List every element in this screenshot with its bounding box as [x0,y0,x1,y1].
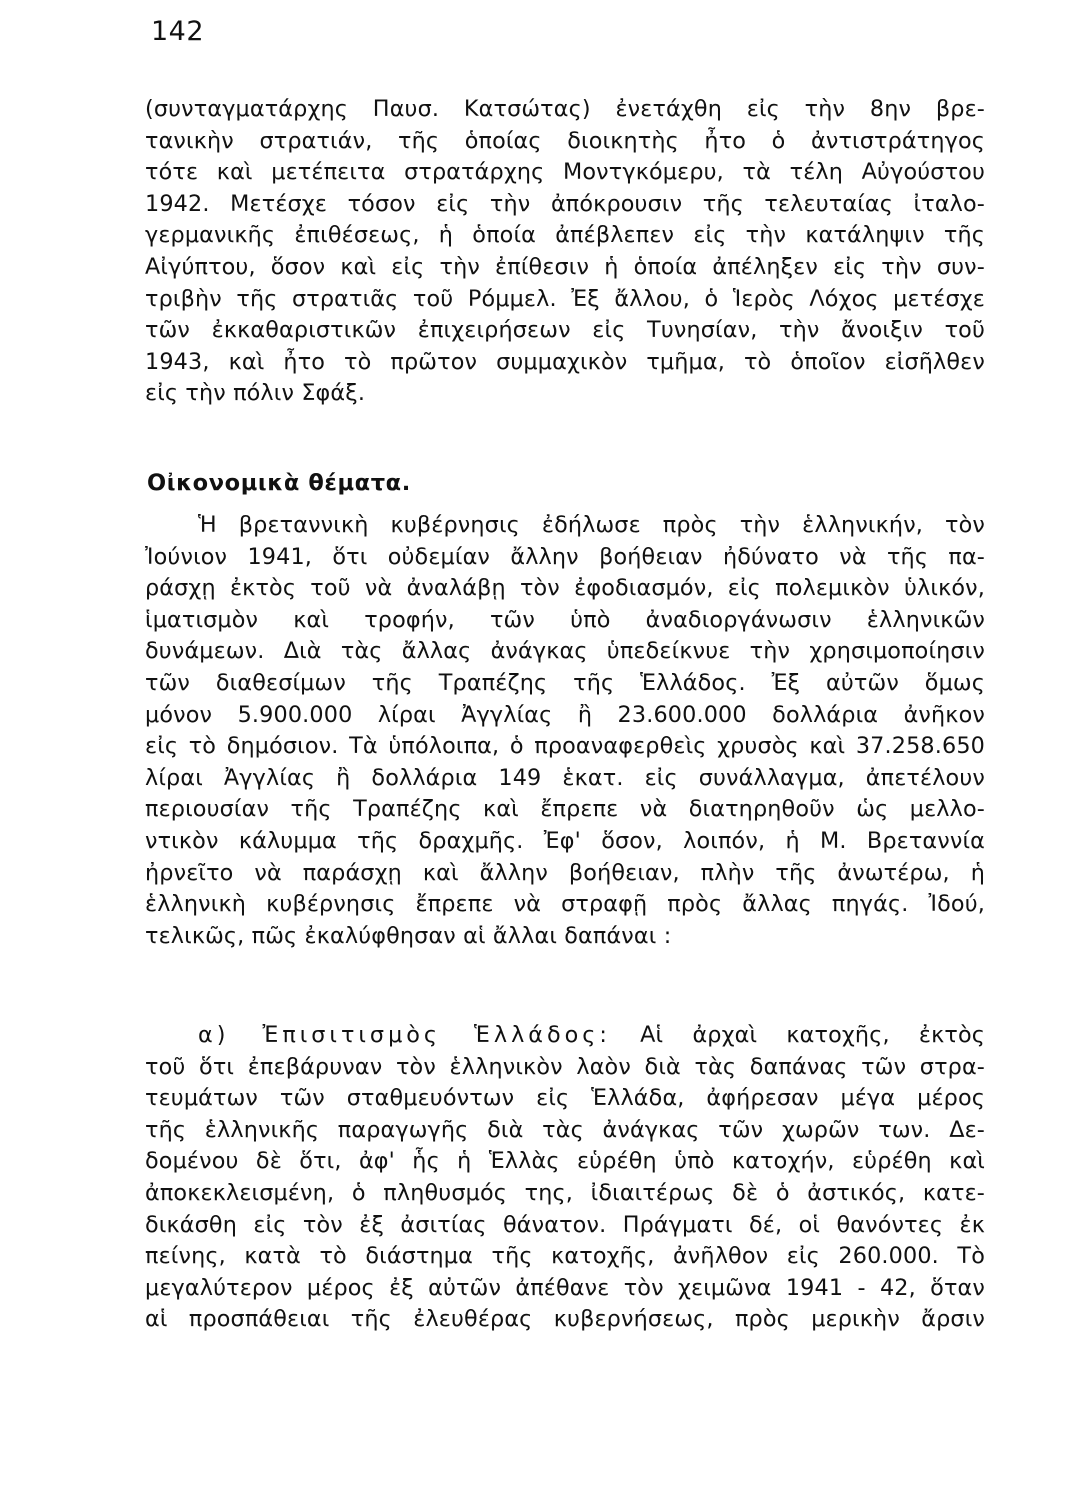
text-line: δικάσθη εἰς τὸν ἐξ ἀσιτίας θάνατον. Πράγματι δέ, οἱ θανόντες ἐκ [145,1211,985,1238]
text-line: λίραι Ἀγγλίας ἢ δολλάρια 149 ἑκατ. εἰς συνάλλαγμα, ἀπετέλουν [145,764,985,791]
text-line: πείνης, κατὰ τὸ διάστημα τῆς κατοχῆς, ἀνῆλθον εἰς 260.000. Τὸ [145,1243,985,1270]
text-line: τευμάτων τῶν σταθμευόντων εἰς Ἑλλάδα, ἀφήρεσαν μέγα μέρος [145,1085,985,1112]
text-line: τοῦ ὅτι ἐπεβάρυναν τὸν ἑλληνικὸν λαὸν διὰ τὰς δαπάνας τῶν στρα- [145,1053,985,1080]
text-line: τότε καὶ μετέπειτα στρατάρχης Μοντγκόμερυ, τὰ τέλη Αὐγούστου [145,159,985,186]
text-line [145,1020,985,1052]
text-line: Ἡ βρεταννικὴ κυβέρνησις ἐδήλωσε πρὸς τὴν ἑλληνικήν, τὸν [198,512,985,538]
text-line: τῶν διαθεσίμων τῆς Τραπέζης τῆς Ἑλλάδος. Ἐξ αὐτῶν ὅμως [145,669,985,696]
text-line: ἀποκεκλεισμένη, ὁ πληθυσμός της, ἰδιαιτέρως δὲ ὁ ἀστικός, κατε- [145,1179,985,1206]
text-line: μόνον 5.900.000 λίραι Ἀγγλίας ἢ 23.600.000 δολλάρια ἀνῆκον [145,701,985,728]
text-line: ἱματισμὸν καὶ τροφήν, τῶν ὑπὸ ἀναδιοργάνωσιν ἑλληνικῶν [145,606,985,633]
section-heading: Οἰκονομικὰ θέματα. [147,470,411,496]
text-line: εἰς τὴν πόλιν Σφάξ. [145,380,366,407]
text-line: εἰς τὸ δημόσιον. Τὰ ὑπόλοιπα, ὁ προαναφερθεὶς χρυσὸς καὶ 37.258.650 [145,733,985,760]
text-line: ἑλληνικὴ κυβέρνησις ἔπρεπε νὰ στραφῇ πρὸς ἄλλας πηγάς. Ἰδού, [145,891,985,918]
paragraph-3 [145,1020,985,1336]
text-line: τριβὴν τῆς στρατιᾶς τοῦ Ρόμμελ. Ἐξ ἄλλου, ὁ Ἱερὸς Λόχος μετέσχε [145,285,985,312]
text-line: 1942. Μετέσχε τόσον εἰς τὴν ἀπόκρουσιν τῆς τελευταίας ἰταλο- [145,190,985,217]
text-line: Ἰούνιον 1941, ὅτι οὐδεμίαν ἄλλην βοήθειαν ἠδύνατο νὰ τῆς πα- [145,543,985,570]
text-line: τανικὴν στρατιάν, τῆς ὁποίας διοικητὴς ἦτο ὁ ἀντιστράτηγος [145,127,985,154]
text-line: ντικὸν κάλυμμα τῆς δραχμῆς. Ἐφ' ὅσον, λοιπόν, ἡ Μ. Βρεταννία [145,827,985,854]
text-line: Αἰγύπτου, ὅσον καὶ εἰς τὴν ἐπίθεσιν ἡ ὁποία ἀπέληξεν εἰς τὴν συν- [145,253,985,280]
text-line: τῶν ἐκκαθαριστικῶν ἐπιχειρήσεων εἰς Τυνησίαν, τὴν ἄνοιξιν τοῦ [145,317,985,344]
text-line: αἱ προσπάθειαι τῆς ἐλευθέρας κυβερνήσεως, πρὸς μερικὴν ἄρσιν [145,1306,985,1333]
paragraph-1 [145,94,985,410]
text-line: 1943, καὶ ἦτο τὸ πρῶτον συμμαχικὸν τμῆμα, τὸ ὁποῖον εἰσῆλθεν [145,348,985,375]
text-line: ἠρνεῖτο νὰ παράσχῃ καὶ ἄλλην βοήθειαν, πλὴν τῆς ἀνωτέρω, ἡ [145,859,985,886]
text-line: δυνάμεων. Διὰ τὰς ἄλλας ἀνάγκας ὑπεδείκνυε τὴν χρησιμοποίησιν [145,638,985,665]
text-line: ράσχῃ ἐκτὸς τοῦ νὰ ἀναλάβῃ τὸν ἐφοδιασμόν, εἰς πολεμικὸν ὑλικόν, [145,575,985,602]
text-line: δομένου δὲ ὅτι, ἀφ' ἧς ἡ Ἑλλὰς εὑρέθη ὑπὸ κατοχήν, εὑρέθη καὶ [145,1148,985,1175]
text-line: τελικῶς, πῶς ἐκαλύφθησαν αἱ ἄλλαι δαπάναι : [145,922,672,949]
page-number: 142 [151,16,205,47]
text-line: τῆς ἑλληνικῆς παραγωγῆς διὰ τὰς ἀνάγκας τῶν χωρῶν των. Δε- [145,1116,985,1143]
text-line: (συνταγματάρχης Παυσ. Κατσώτας) ἐνετάχθη εἰς τὴν 8ην βρε- [145,96,985,122]
item-first-text: Αἱ ἀρχαὶ κατοχῆς, ἐκτὸς [640,1022,986,1048]
item-label: α) Ἐπισιτισμὸς Ἑλλάδος: [198,1022,611,1048]
text-line: γερμανικῆς ἐπιθέσεως, ἡ ὁποία ἀπέβλεπεν εἰς τὴν κατάληψιν τῆς [145,222,985,249]
text-line: μεγαλύτερον μέρος ἐξ αὐτῶν ἀπέθανε τὸν χειμῶνα 1941 - 42, ὅταν [145,1274,985,1301]
text-line: περιουσίαν τῆς Τραπέζης καὶ ἔπρεπε νὰ διατηρηθοῦν ὡς μελλο- [145,796,985,823]
paragraph-2 [145,510,985,952]
